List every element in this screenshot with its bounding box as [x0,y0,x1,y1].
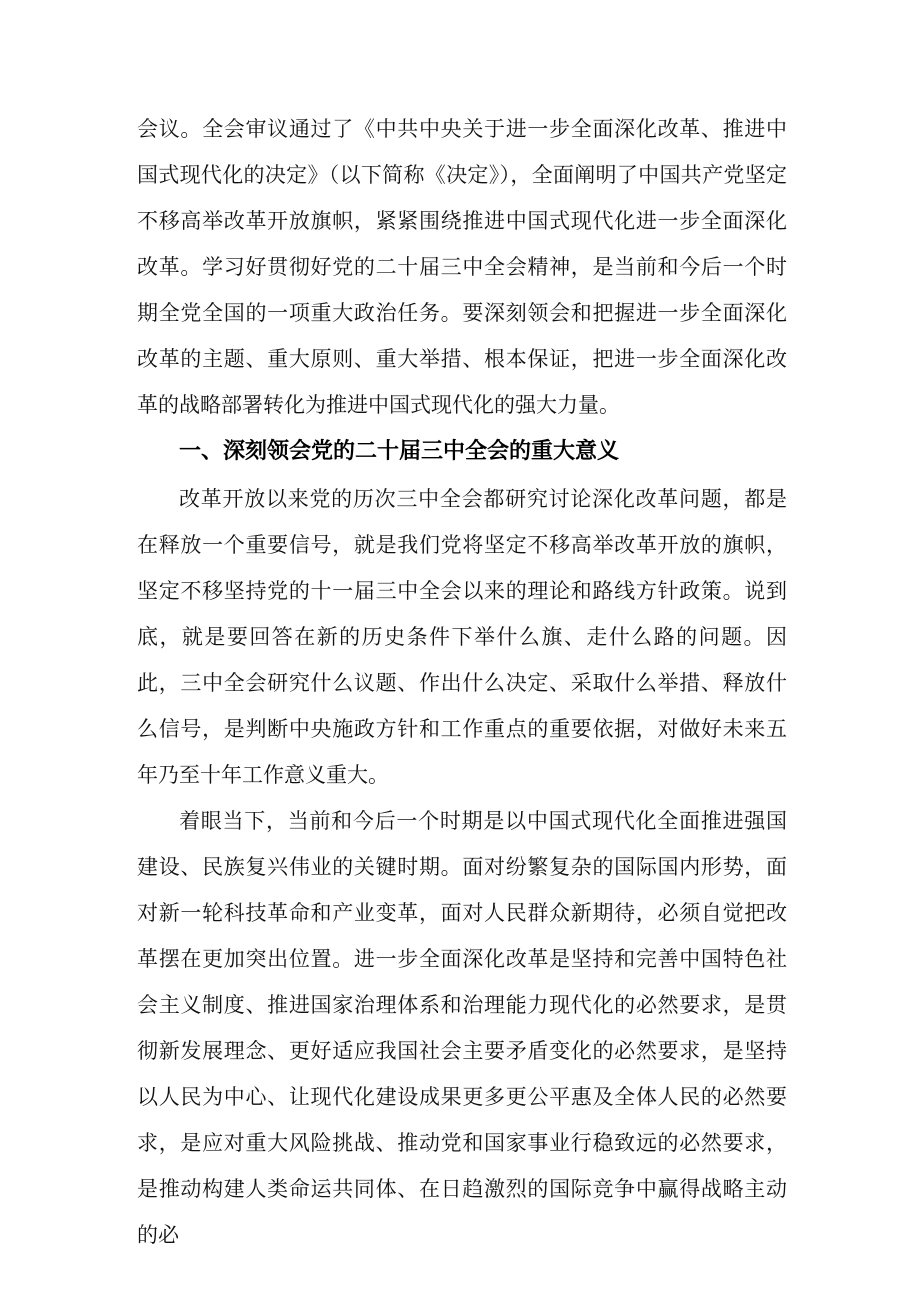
paragraph-continuation: 会议。全会审议通过了《中共中央关于进一步全面深化改革、推进中国式现代化的决定》（以下简称《决定》），全面阐明了中国共产党坚定不移高举改革开放旗帜，紧紧围绕推进中国式现代化进一步全面深化改革。学习好贯彻好党的二十届三中全会精神，是当前和今后一个时期全党全国的一项重大政治任务。要深刻领会和把握进一步全面深化改革的主题、重大原则、重大举措、根本保证，把进一步全面深化改革的战略部署转化为推进中国式现代化的强大力量。 [137,117,787,417]
paragraph-current-period: 着眼当下，当前和今后一个时期是以中国式现代化全面推进强国建设、民族复兴伟业的关键时期。面对纷繁复杂的国际国内形势，面对新一轮科技革命和产业变革，面对人民群众新期待，必须自觉把改革摆在更加突出位置。进一步全面深化改革是坚持和完善中国特色社会主义制度、推进国家治理体系和治理能力现代化的必然要求，是贯彻新发展理念、更好适应我国社会主要矛盾变化的必然要求，是坚持以人民为中心、让现代化建设成果更多更公平惠及全体人民的必然要求，是应对重大风险挑战、推动党和国家事业行稳致远的必然要求，是推动构建人类命运共同体、在日趋激烈的国际竞争中赢得战略主动的必 [137,809,787,1247]
document-body [137,106,787,1258]
section-heading: 一、深刻领会党的二十届三中全会的重大意义 [179,439,620,464]
paragraph-reform-history: 改革开放以来党的历次三中全会都研究讨论深化改革问题，都是在释放一个重要信号，就是我们党将坚定不移高举改革开放的旗帜，坚定不移坚持党的十一届三中全会以来的理论和路线方针政策。说到底，就是要回答在新的历史条件下举什么旗、走什么路的问题。因此，三中全会研究什么议题、作出什么决定、采取什么举措、释放什么信号，是判断中央施政方针和工作重点的重要依据，对做好未来五年乃至十年工作意义重大。 [137,487,787,787]
